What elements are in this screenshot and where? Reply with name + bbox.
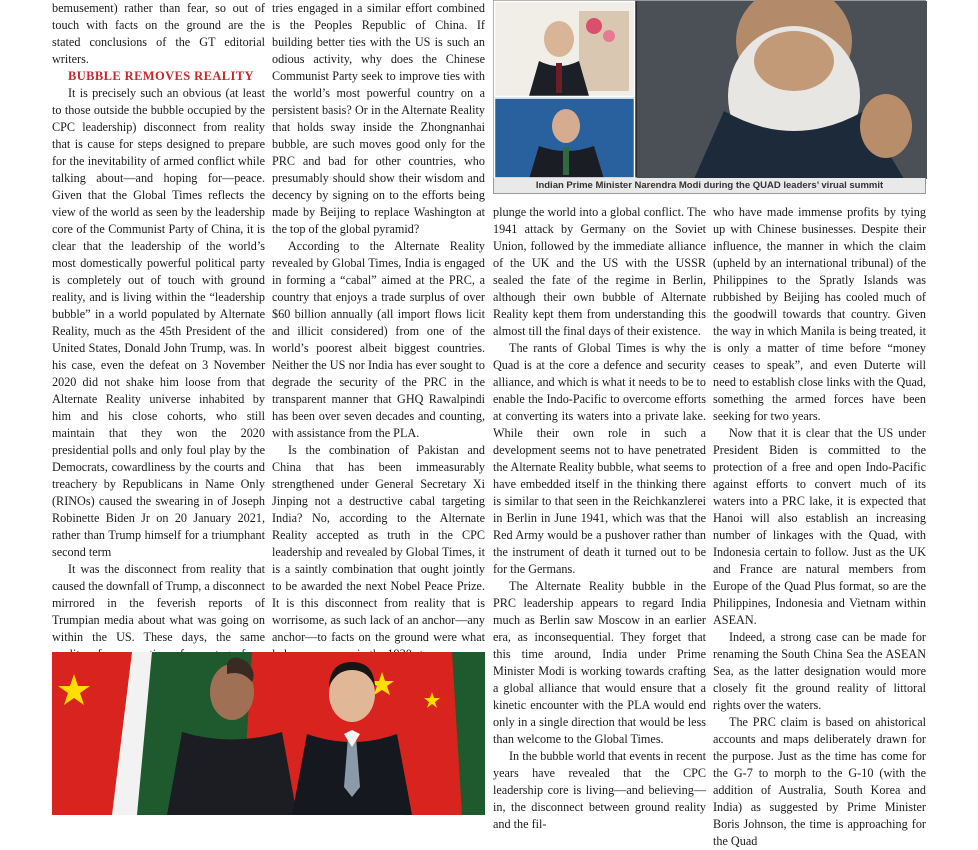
paragraph: The rants of Global Times is why the Quad is at the core a defence and security alliance, and which is what it needs to be to enable the Indo-Pacific to overcome efforts at converting its waters into a private lake. While their own role in such a development seems not to have penetrated the Alternate Reality bubble, what seems to have embedded itself in the thinking there is similar to that seen in the Reichkanzlerei in Berlin in June 1941, which was that the Red Army would be a pushover rather than the instrument of death it turned out to be for the Germans. [493, 341, 706, 576]
paragraph: Indeed, a strong case can be made for renaming the South China Sea the ASEAN Sea, as the latter designation would more closely fit the ground reality of littoral rights over the waters. [713, 630, 926, 712]
paragraph: It is precisely such an obvious (at least to those outside the bubble occupied by the CPC leadership) disconnect from reality that is cause for steps designed to prepare for the inevitability of armed conflict while talking about—and hoping for—peace. Given that the Global Times reflects the view of the world as seen by the leadership core of the Communist Party of China, it is clear that the leadership of the world’s most domestically powerful political party is completely out of touch with ground reality, and is living within the “leadership bubble” in a world populated by Alternate Reality, much as the 45th President of the United States, Donald John Trump, was. In his case, even the defeat on 3 November 2020 did not shake him loose from that Alternate Reality universe inhabited by him and his close cohorts, who still maintain that they won the 2020 presidential polls and only foul play by the Democrats, cowardliness by the courts and treachery by Republicans in Name Only (RINOs) caused the swearing in of Joseph Robinette Biden Jr on 20 January 2021, rather than Trump himself for a triumphant second term [52, 86, 265, 559]
paragraph: It was the disconnect from reality that caused the downfall of Trump, a disconnect mirrored in the feverish reports of Trumpian media about what was going on within the US. These days, the same [52, 562, 265, 644]
photo-caption: Indian Prime Minister Narendra Modi during the QUAD leaders’ virual summit [493, 178, 926, 194]
article-column-4 [713, 204, 926, 848]
paragraph: According to the Alternate Reality revealed by Global Times, India is engaged in forming a “cabal” aimed at the PRC, a country that enjoys a trade surplus of over $60 billion annually (all import flows licit and illicit considered) from one of the world’s poorest albeit biggest countries. Neither the US nor India has ever sought to degrade the security of the PRC in the transparent manner that GHQ Rawalpindi has been over seven decades and counting, with assistance from the PLA. [272, 239, 485, 440]
paragraph: Is the combination of Pakistan and China that has been immeasurably strengthened under General Secretary Xi Jinping not a destructive cabal targeting India? No, according to the Alternate Reality accepted as truth in the CPC leadership and revealed by Global Times, it is a saintly combination that ought jointly to be awarded the next Nobel Peace Prize. It is this disconnect from reality that is worrisome, as such lack of an anchor—any anchor—to facts on the ground were what [272, 443, 485, 644]
article-column-3 [493, 204, 706, 831]
paragraph: The PRC claim is based on ahistorical accounts and maps deliberately drawn for the purpose. Just as the time has come for the G-7 to morph to the G-10 (with the addition of Australia, South Korea and India) as suggested by Prime Minister Boris Johnson, the time is approaching for the Quad [713, 715, 926, 848]
paragraph: In the bubble world that events in recent years have revealed that the CPC leadership core is living—and believing—in, the disconnect between ground reality and the fil- [493, 749, 706, 831]
article-column-2 [272, 0, 485, 650]
leaders-illustration [52, 652, 485, 815]
leaders-handshake-photo [52, 652, 485, 815]
video-call-illustration [494, 1, 927, 179]
paragraph: tries engaged in a similar effort combined is the Peoples Republic of China. If building better ties with the US is such an odious activity, why does the Chinese Communist Party seek to improve ties with the world’s most powerful country on a persistent basis? Or in the Alternate Reality that holds sway inside the Zhongnanhai bubble, are such moves good only for the PRC and bad for other countries, who presumably should show their wisdom and decency by signing on to the efforts being made by Beijing to replace Washington at the top of the global pyramid? [272, 1, 485, 236]
paragraph: bemusement) rather than fear, so out of touch with facts on the ground are the stated conclusions of the GT editorial writers. [52, 1, 265, 66]
paragraph: plunge the world into a global conflict. The 1941 attack by Germany on the Soviet Union, followed by the immediate alliance of the UK and the US with the USSR sealed the fate of the regime in Berlin, although their own bubble of Alternate Reality kept them from understanding this almost till the final days of their existence. [493, 205, 706, 338]
paragraph: Now that it is clear that the US under President Biden is committed to the protection of a free and open Indo-Pacific against efforts to convert much of its waters into a PRC lake, it is expected that Hanoi will also establish an increasing number of linkages with the Quad, with Indonesia certain to follow. Just as the UK and France are natural members from Europe of the Quad Plus format, so are the Philippines, Indonesia and Vietnam within ASEAN. [713, 426, 926, 627]
section-heading: BUBBLE REMOVES REALITY [68, 69, 254, 83]
paragraph: The Alternate Reality bubble in the PRC leadership appears to regard India much as Berlin saw Moscow in an earlier era, as inconsequential. They forget that this time around, India under Prime Minister Modi is working towards crafting a global alliance that would ensure that a kinetic encounter with the PLA would end only in a single direction that would be less than welcome to the Global Times. [493, 579, 706, 746]
article-column-1 [52, 0, 265, 650]
video-call-photo [493, 0, 926, 178]
paragraph: who have made immense profits by tying up with Chinese businesses. Despite their influence, the manner in which the claim (upheld by an international tribunal) of the Philippines to the Spratly Islands was rubbished by Beijing has cooled much of the goodwill towards that country. Given the way in which Manila is being treated, it is only a matter of time before “money ceases to speak”, and even Duterte will need to establish close links with the Quad, something the armed forces have been seeking for two years. [713, 205, 926, 423]
